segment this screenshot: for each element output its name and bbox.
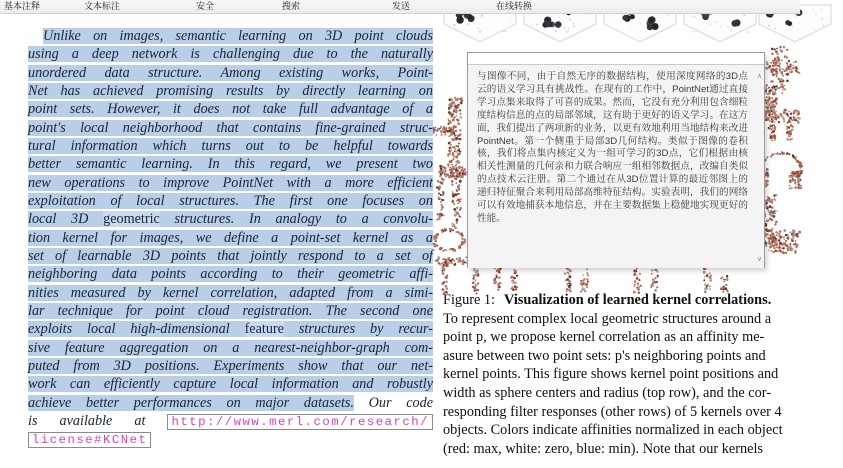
- abstract-line: [28, 339, 433, 357]
- abstract-text-plain: Our code: [353, 394, 433, 411]
- abstract-line: [28, 357, 433, 375]
- caption-line: kernel points. This figure shows kernel point positions and: [443, 366, 779, 383]
- selected-text: unordered data structure. Among existing works, Point-: [28, 64, 433, 81]
- abstract-line: [28, 100, 433, 118]
- selected-text: point sets. However, it does not take full advantage of a: [28, 101, 433, 118]
- abstract-line: [28, 247, 433, 265]
- abstract-line: [28, 27, 433, 45]
- figure-title: Visualization of learned kernel correlations.: [504, 292, 772, 308]
- selected-text: local 3D: [28, 211, 104, 228]
- caption-line: objects. Colors indicate affinities normalized in each object: [443, 422, 783, 439]
- selected-text: tural information which turns out to be helpful towards: [28, 137, 433, 154]
- selected-text: better semantic learning. In this regard, we present two: [28, 156, 433, 173]
- menu-item-security[interactable]: 安全: [196, 1, 215, 11]
- selected-text: neighboring data points according to their geometric affi-: [28, 266, 433, 283]
- scroll-up-icon[interactable]: ∧: [756, 73, 762, 80]
- selected-text: nities measured by kernel correlation, adapted from a simi-: [28, 284, 433, 301]
- caption-line: width as sphere centers and radius (top row), and the cor-: [443, 384, 772, 401]
- caption-title-line: [443, 291, 843, 310]
- menu-item-text-annotation[interactable]: 文本标注: [84, 1, 121, 11]
- menu-item-basic-annotation[interactable]: 基本注释: [4, 1, 41, 11]
- abstract-line-url: [28, 412, 433, 430]
- abstract-line-selection-end: [28, 394, 433, 412]
- selected-text: Unlike on images, semantic learning on 3D point clouds: [43, 28, 433, 44]
- selected-text: work can efficiently capture local information and robustly: [28, 376, 433, 393]
- translation-popup[interactable]: [467, 52, 765, 268]
- caption-line: point p, we propose kernel correlation as an affinity me-: [443, 329, 765, 346]
- abstract-line: [28, 174, 433, 192]
- selected-text: using a deep network is challenging due to the naturally: [28, 46, 433, 63]
- figure-label: Figure 1:: [443, 292, 496, 308]
- selected-text: puted from 3D positions. Experiments show that our net-: [28, 357, 433, 374]
- menu-item-online-convert[interactable]: 在线转换: [496, 1, 533, 11]
- selected-text: set of learnable 3D points that jointly respond to a set of: [28, 247, 433, 264]
- abstract-line: [28, 45, 433, 63]
- selected-text: new operations to improve PointNet with a more efficient: [28, 174, 433, 191]
- selected-text: point's local neighborhood that contains fine-grained struc-: [28, 119, 433, 136]
- menu-bar: [0, 0, 800, 14]
- menu-item-search[interactable]: 搜索: [282, 1, 301, 11]
- abstract-line: [28, 137, 433, 155]
- scroll-down-icon[interactable]: ∨: [756, 256, 762, 263]
- selected-text: achieve better performances on major datasets.: [28, 394, 354, 411]
- abstract-line: [28, 375, 433, 393]
- kcnet-license-link[interactable]: license#KCNet: [28, 432, 151, 448]
- popup-title-strip: [468, 53, 764, 65]
- caption-line: (red: max, white: zero, blue: min). Note that our kernels: [443, 440, 763, 457]
- abstract-line: [28, 192, 433, 210]
- annotated-word[interactable]: feature: [244, 321, 284, 338]
- caption-line: asure between two point sets: p's neighboring points and: [443, 347, 766, 364]
- abstract-line: [28, 155, 433, 173]
- merl-research-link[interactable]: http://www.merl.com/research/: [167, 414, 433, 430]
- caption-line: responding filter responses (other rows) of 5 kernels over 4: [443, 403, 782, 420]
- menu-item-send[interactable]: 发送: [392, 1, 411, 11]
- abstract-line: [28, 229, 433, 247]
- selected-text: sive feature aggregation on a nearest-neighbor-graph com-: [28, 339, 433, 356]
- caption-line: To represent complex local geometric structures around a: [443, 310, 772, 327]
- selected-text: structures. In analogy to a convolu-: [159, 211, 434, 228]
- abstract-line: [28, 82, 433, 100]
- abstract-line: [28, 284, 433, 302]
- popup-text-area[interactable]: [468, 65, 764, 268]
- abstract-text-plain: is available at: [28, 412, 168, 429]
- abstract-text: [28, 27, 433, 449]
- selected-text: tion kernel for images, we define a point-set kernel as a: [28, 229, 433, 246]
- selected-text: structures by recur-: [283, 321, 433, 338]
- abstract-line: [28, 119, 433, 137]
- abstract-line: [28, 265, 433, 283]
- abstract-line-geometric: [28, 210, 433, 228]
- selected-text: lar technique for point cloud registration. The second one: [28, 302, 433, 319]
- figure-caption: [443, 291, 843, 458]
- annotated-word[interactable]: geometric: [103, 211, 160, 228]
- abstract-line: [28, 64, 433, 82]
- popup-translation-text[interactable]: 与图像不同，由于自然无序的数据结构，使用深度网络的3D点云的语义学习具有挑战性。在现有的工作中，PointNet通过直接学习点集来取得了可喜的成果。然而，它没有充分利用包含细粒度结构信息的点的局部邻域，这有助于更好的语义学习。在这方面，我们提出了两项新的业务，以更有效地利用当地结构来改进PointNet。第一个侧重于局部3D几何结构。类似于图像的卷积核，我们将点集内核定义为一组可学习的3D点，它们根据由核相关性测量的几何亲和力联合响应一组相邻数据点，改编自类似的点技术云注册。第二个通过在从3D位置计算的最近邻图上的递归特征聚合来利用局部高维特征结构。实验表明，我们的网络可以有效地捕获本地信息，并在主要数据集上稳健地实现更好的性能。: [477, 71, 748, 224]
- abstract-line-feature: [28, 320, 433, 338]
- selected-text: Net has achieved promising results by directly learning on: [28, 82, 433, 99]
- selected-text: exploitation of local structures. The first one focuses on: [28, 192, 433, 209]
- abstract-line: [28, 302, 433, 320]
- selected-text: exploits local high-dimensional: [28, 321, 245, 338]
